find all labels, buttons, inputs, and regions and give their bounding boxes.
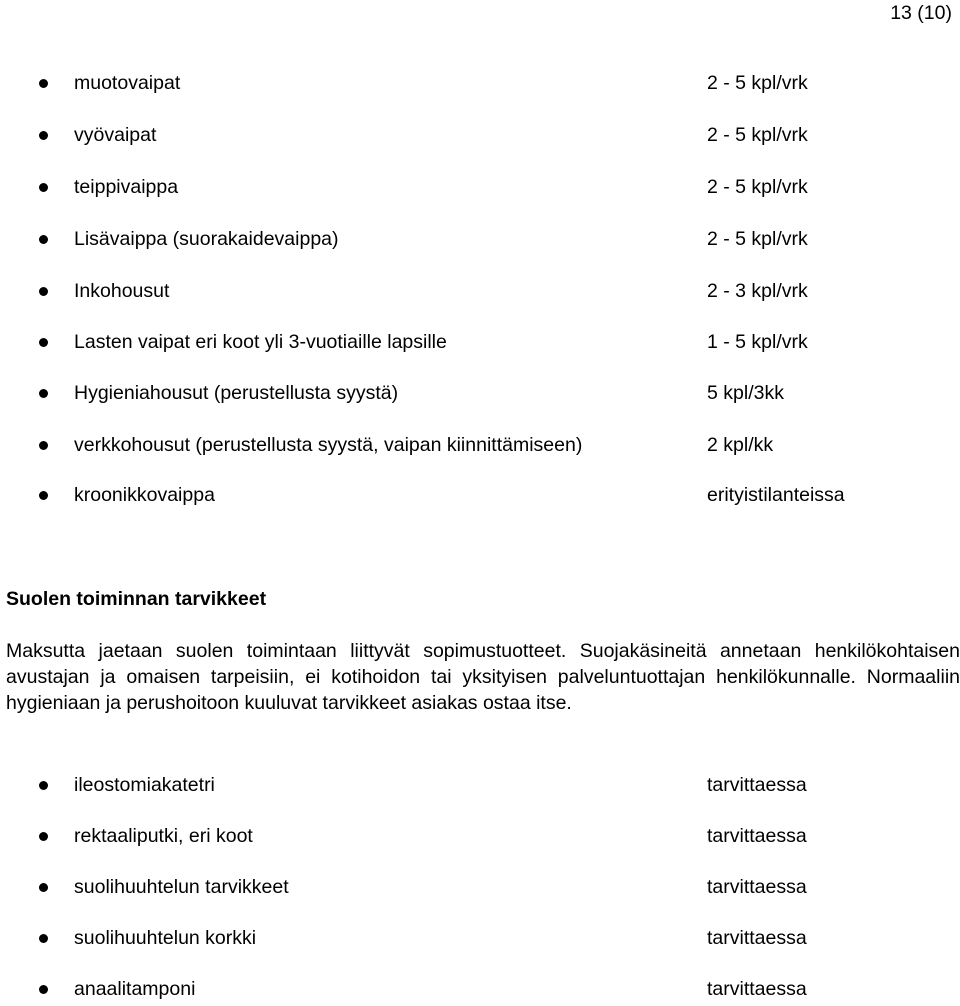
item-label: verkkohousut (perustellusta syystä, vaipan kiinnittämiseen) xyxy=(74,434,583,456)
bullet-icon xyxy=(39,183,48,192)
list-item xyxy=(0,380,960,406)
item-quantity: tarvittaessa xyxy=(707,927,807,949)
bullet-icon xyxy=(39,235,48,244)
item-quantity: 1 - 5 kpl/vrk xyxy=(707,331,808,353)
item-quantity: 2 - 5 kpl/vrk xyxy=(707,176,808,198)
list-item xyxy=(0,874,960,900)
bullet-icon xyxy=(39,491,48,500)
list-item xyxy=(0,976,960,1002)
section-paragraph: Maksutta jaetaan suolen toimintaan liittyvät sopimustuotteet. Suojakäsineitä annetaan henkilökohtaisen avustajan ja omaisen tarpeisiin, ei kotihoidon tai yksityisen palveluntuottajan henkilökunnalle. Normaaliin hygieniaan ja perushoitoon kuuluvat tarvikkeet asiakas ostaa itse. xyxy=(6,640,960,714)
item-label: ileostomiakatetri xyxy=(74,774,215,796)
bullet-icon xyxy=(39,287,48,296)
list-item xyxy=(0,482,960,508)
section-heading: Suolen toiminnan tarvikkeet xyxy=(6,588,267,610)
item-quantity: 2 kpl/kk xyxy=(707,434,774,456)
item-quantity: tarvittaessa xyxy=(707,978,807,1000)
list-item xyxy=(0,432,960,458)
item-quantity: tarvittaessa xyxy=(707,774,807,796)
item-quantity: 2 - 3 kpl/vrk xyxy=(707,280,808,302)
item-label: Inkohousut xyxy=(74,280,170,302)
bullet-icon xyxy=(39,131,48,140)
bullet-icon xyxy=(39,934,48,943)
list-item xyxy=(0,925,960,951)
item-label: kroonikkovaippa xyxy=(74,484,215,506)
list-item xyxy=(0,174,960,200)
item-quantity: tarvittaessa xyxy=(707,825,807,847)
item-label: teippivaippa xyxy=(74,176,179,198)
page-number: 13 (10) xyxy=(890,2,952,24)
bullet-icon xyxy=(39,832,48,841)
item-quantity: tarvittaessa xyxy=(707,876,807,898)
bullet-icon xyxy=(39,883,48,892)
list-item xyxy=(0,329,960,355)
item-quantity: 2 - 5 kpl/vrk xyxy=(707,228,808,250)
item-quantity: 2 - 5 kpl/vrk xyxy=(707,72,808,94)
item-label: rektaaliputki, eri koot xyxy=(74,825,253,847)
item-label: Hygieniahousut (perustellusta syystä) xyxy=(74,382,399,404)
list-item xyxy=(0,70,960,96)
item-quantity: 2 - 5 kpl/vrk xyxy=(707,124,808,146)
item-label: Lisävaippa (suorakaidevaippa) xyxy=(74,228,339,250)
list-item xyxy=(0,122,960,148)
item-label: vyövaipat xyxy=(74,124,157,146)
list-item xyxy=(0,278,960,304)
list-item xyxy=(0,772,960,798)
list-item xyxy=(0,823,960,849)
item-label: suolihuuhtelun korkki xyxy=(74,927,257,949)
bullet-icon xyxy=(39,441,48,450)
list-item xyxy=(0,226,960,252)
bullet-icon xyxy=(39,985,48,994)
bullet-icon xyxy=(39,781,48,790)
item-label: suolihuuhtelun tarvikkeet xyxy=(74,876,289,898)
item-quantity: 5 kpl/3kk xyxy=(707,382,784,404)
item-label: anaalitamponi xyxy=(74,978,196,1000)
item-label: Lasten vaipat eri koot yli 3-vuotiaille lapsille xyxy=(74,331,447,353)
bullet-icon xyxy=(39,338,48,347)
item-label: muotovaipat xyxy=(74,72,181,94)
bullet-icon xyxy=(39,389,48,398)
bullet-icon xyxy=(39,79,48,88)
item-quantity: erityistilanteissa xyxy=(707,484,845,506)
